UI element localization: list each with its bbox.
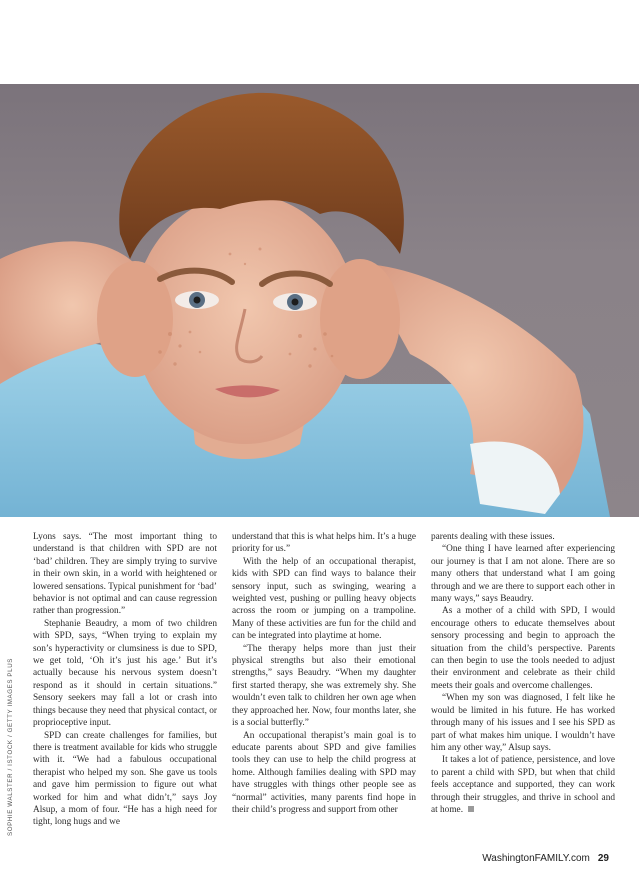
paragraph: “When my son was diagnosed, I felt like he would be limited in his future. He has worked through many of his issues and I see his SPD as part of what makes him unique. I wouldn’t have him any other way,” Alsup says. <box>431 693 615 753</box>
boy-covering-ears-photo <box>0 84 639 517</box>
article-column-3 <box>431 531 615 829</box>
paragraph: As a mother of a child with SPD, I would encourage others to educate themselves about sensory processing and begin to approach the situation from the child’s perspective. Parents can then begin to use the tools needed to adjust their environment and celebrate as their child meets their goals and overcome challenges. <box>431 606 615 691</box>
paragraph-last <box>431 754 615 816</box>
paragraph: understand that this is what helps him. It’s a huge priority for us.” <box>232 532 416 555</box>
footer-site: WashingtonFAMILY.com <box>482 853 590 864</box>
paragraph: An occupational therapist’s main goal is to educate parents about SPD and give families tools they can use to help the child progress at home. Although families dealing with SPD may have struggles with things other people see as “normal” activities, many parents find hope in their child’s progress and support from other <box>232 730 416 815</box>
paragraph: With the help of an occupational therapist, kids with SPD can find ways to balance their sensory input, such as swinging, wearing a weighted vest, pushing or pulling heavy objects across the room or jumping on a trampoline. Many of these activities are fun for the child and can be integrated into playtime at home. <box>232 556 416 642</box>
photo-illustration <box>0 84 639 517</box>
article-column-2 <box>232 531 416 829</box>
paragraph: Stephanie Beaudry, a mom of two children with SPD, says, “When trying to explain my son’s hyperactivity or clumsiness is due to SPD, we get told, ‘Oh it’s just his age.’ But it’s actually because his nervous system doesn’t respond as it should in certain situations.” Sensory seekers may fall a lot or crash into things because they need that physical contact, or proprioceptive input. <box>33 618 217 729</box>
page-number: 29 <box>597 853 609 864</box>
paragraph: parents dealing with these issues. <box>431 532 555 542</box>
photo-credit: SOPHIE WALSTER / ISTOCK / GETTY IMAGES PLUS <box>7 658 14 836</box>
paragraph-text: It takes a lot of patience, persistence, and love to parent a child with SPD, but when that child feels acceptance and supported, they can work through their struggles, and thrive in school and at home. <box>431 755 615 815</box>
page-footer <box>482 853 609 864</box>
paragraph: “The therapy helps more than just their physical strengths but also their emotional strengths,” says Beaudry. “When my daughter first started therapy, she was extremely shy. She wouldn’t even talk to children her own age when they approached her. Now, four months later, she is a social butterfly.” <box>232 643 416 729</box>
article-column-1 <box>33 531 217 829</box>
paragraph: “One thing I have learned after experiencing our journey is that I am not alone. There are so many others that understand what I am going through and we are there to support each other in many ways,” says Beaudry. <box>431 544 615 605</box>
paragraph: Lyons says. “The most important thing to understand is that children with SPD are not ‘bad’ children. They are simply trying to survive in their own skin, in a world with heightened or lowered sensations. Typical punishment for ‘bad’ behavior is not optimal and can cause regression rather than progression.” <box>33 532 217 617</box>
article-body <box>33 531 617 829</box>
paragraph: SPD can create challenges for families, but there is treatment available for kids who struggle with it. “We had a fabulous occupational therapist who helped my son. She gave us tools and gave him permission to figure out what worked for him and what didn’t,” says Joy Alsup, a mom of four. “He has a high need for tight, long hugs and we <box>33 730 217 828</box>
end-mark-icon <box>468 806 474 812</box>
